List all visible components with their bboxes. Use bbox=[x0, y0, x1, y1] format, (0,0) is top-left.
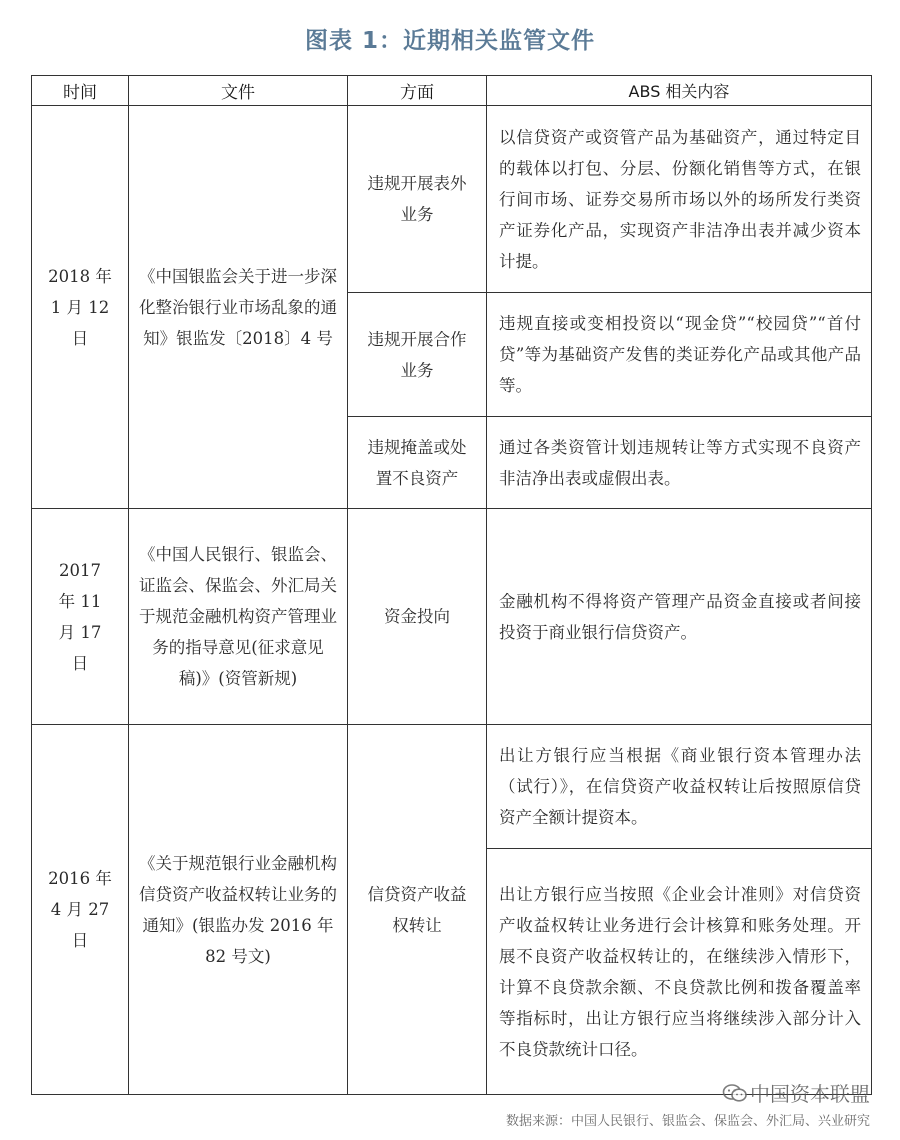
time-cell: 2016 年 4 月 27 日 bbox=[32, 725, 129, 1095]
table-row bbox=[32, 106, 872, 293]
figure-title: 图表 1：近期相关监管文件 bbox=[304, 28, 595, 54]
content-cell: 以信贷资产或资管产品为基础资产，通过特定目的载体以打包、分层、份额化销售等方式，在银行间市场、证券交易所市场以外的场所发行类资产证券化产品，实现资产非洁净出表并减少资本计提。 bbox=[487, 106, 872, 293]
time-cell: 2017 年 11 月 17 日 bbox=[32, 509, 129, 725]
aspect-cell: 违规开展表外业务 bbox=[348, 106, 487, 293]
watermark-text: 中国资本联盟 bbox=[750, 1082, 870, 1106]
regulation-table bbox=[31, 75, 872, 1095]
aspect-cell: 信贷资产收益权转让 bbox=[348, 725, 487, 1095]
content-cell: 违规直接或变相投资以“现金贷”“校园贷”“首付贷”等为基础资产发售的类证券化产品或其他产品等。 bbox=[487, 293, 872, 417]
header-row bbox=[32, 76, 872, 106]
content-cell: 通过各类资管计划违规转让等方式实现不良资产非洁净出表或虚假出表。 bbox=[487, 417, 872, 509]
aspect-cell: 违规开展合作业务 bbox=[348, 293, 487, 417]
document-cell: 《中国人民银行、银监会、证监会、保监会、外汇局关于规范金融机构资产管理业务的指导意见(征求意见稿)》(资管新规) bbox=[129, 509, 348, 725]
content-cell: 出让方银行应当根据《商业银行资本管理办法（试行）》，在信贷资产收益权转让后按照原信贷资产全额计提资本。 bbox=[487, 725, 872, 849]
document-cell: 《中国银监会关于进一步深化整治银行业市场乱象的通知》银监发〔2018〕4 号 bbox=[129, 106, 348, 509]
header-document: 文件 bbox=[129, 76, 348, 106]
table-row bbox=[32, 509, 872, 725]
time-cell: 2018 年 1 月 12 日 bbox=[32, 106, 129, 509]
wechat-icon bbox=[722, 1083, 748, 1103]
document-cell: 《关于规范银行业金融机构信贷资产收益权转让业务的通知》(银监办发 2016 年 82 号文) bbox=[129, 725, 348, 1095]
content-cell: 出让方银行应当按照《企业会计准则》对信贷资产收益权转让业务进行会计核算和账务处理。开展不良资产收益权转让的，在继续涉入情形下，计算不良贷款余额、不良贷款比例和拨备覆盖率等指标时，出让方银行应当将继续涉入部分计入不良贷款统计口径。 bbox=[487, 849, 872, 1095]
watermark bbox=[722, 1078, 870, 1107]
header-abs-content: ABS 相关内容 bbox=[487, 76, 872, 106]
aspect-cell: 违规掩盖或处置不良资产 bbox=[348, 417, 487, 509]
table-row bbox=[32, 725, 872, 849]
header-time: 时间 bbox=[32, 76, 129, 106]
content-cell: 金融机构不得将资产管理产品资金直接或者间接投资于商业银行信贷资产。 bbox=[487, 509, 872, 725]
data-source: 数据来源：中国人民银行、银监会、保监会、外汇局、兴业研究 bbox=[505, 1114, 870, 1129]
header-aspect: 方面 bbox=[348, 76, 487, 106]
aspect-cell: 资金投向 bbox=[348, 509, 487, 725]
